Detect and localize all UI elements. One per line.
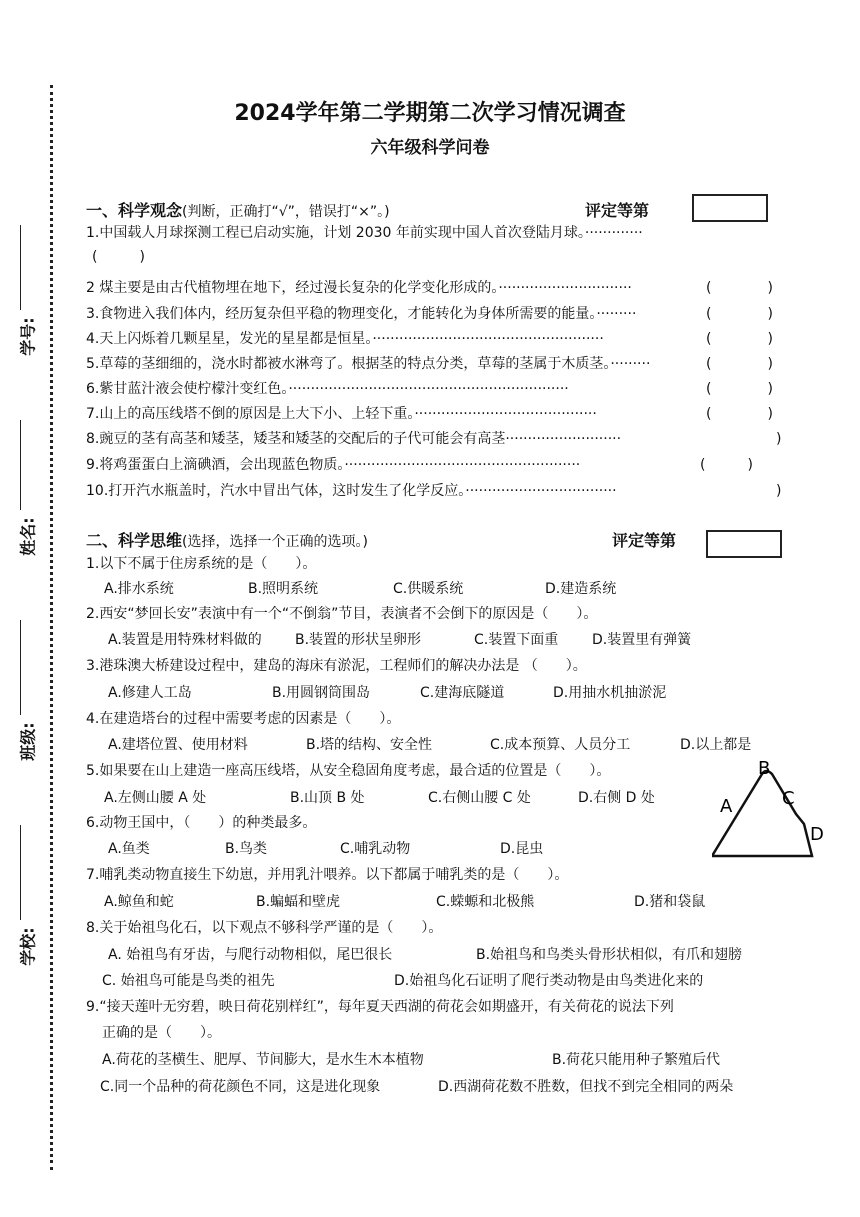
question-9-option-b[interactable]: B.荷花只能用种子繁殖后代 — [552, 1052, 721, 1068]
question-5-stem: 5.如果要在山上建造一座高压线塔，从安全稳固角度考虑，最合适的位置是（ ）。 — [86, 763, 611, 779]
question-3-option-b[interactable]: B.用圆钢筒围岛 — [272, 685, 371, 701]
section2-grade-box[interactable] — [706, 530, 782, 558]
judge-item-8: 8.豌豆的茎有高茎和矮茎，矮茎和矮茎的交配后的子代可能会有高茎·························· — [86, 431, 622, 447]
question-1-option-c[interactable]: C.供暖系统 — [393, 581, 464, 597]
question-1-option-d[interactable]: D.建造系统 — [545, 581, 617, 597]
question-6-option-a[interactable]: A.鱼类 — [108, 841, 150, 857]
section1-grade-box[interactable] — [692, 194, 768, 222]
question-7-stem: 7.哺乳类动物直接生下幼崽，并用乳汁喂养。以下都属于哺乳类的是（ ）。 — [86, 867, 569, 883]
school-label: 学校: — [18, 927, 38, 966]
question-4-option-c[interactable]: C.成本预算、人员分工 — [490, 737, 631, 753]
mountain-label-b: B — [758, 760, 771, 779]
page-title: 2024学年第二学期第二次学习情况调查 — [234, 101, 626, 126]
judge-answer-8[interactable]: ) — [706, 431, 782, 447]
judge-answer-10[interactable]: ) — [706, 483, 782, 499]
question-9-option-d[interactable]: D.西湖荷花数不胜数，但找不到完全相同的两朵 — [438, 1079, 734, 1095]
question-2-option-c[interactable]: C.装置下面重 — [474, 632, 559, 648]
question-5-option-c[interactable]: C.右侧山腰 C 处 — [428, 790, 531, 806]
question-3-option-a[interactable]: A.修建人工岛 — [108, 685, 192, 701]
judge-answer-2[interactable]: ( ) — [706, 280, 773, 296]
question-7-option-c[interactable]: C.蝾螈和北极熊 — [436, 894, 535, 910]
section1-note: (判断，正确打“√”，错误打“×”。) — [182, 204, 390, 220]
judge-item-4: 4.天上闪烁着几颗星星，发光的星星都是恒星。···················································· — [86, 331, 604, 347]
name-label: 姓名: — [18, 517, 38, 556]
question-1-stem: 1.以下不属于住房系统的是（ ）。 — [86, 556, 317, 572]
binding-dotted-line — [50, 85, 53, 1170]
question-7-option-b[interactable]: B.蝙蝠和壁虎 — [256, 894, 341, 910]
question-3-option-c[interactable]: C.建海底隧道 — [420, 685, 505, 701]
judge-answer-4[interactable]: ( ) — [706, 331, 773, 347]
mountain-label-a: A — [720, 796, 733, 817]
section1-title: 一、科学观念 — [86, 201, 183, 220]
judge-answer-5[interactable]: ( ) — [706, 356, 773, 372]
section2-grade-label: 评定等第 — [612, 531, 677, 550]
judge-answer-3[interactable]: ( ) — [706, 306, 773, 322]
question-2-option-a[interactable]: A.装置是用特殊材料做的 — [108, 632, 262, 648]
judge-item-9: 9.将鸡蛋蛋白上滴碘酒，会出现蓝色物质。····················································· — [86, 457, 581, 473]
judge-item-2: 2 煤主要是由古代植物埋在地下，经过漫长复杂的化学变化形成的。······························ — [86, 280, 632, 296]
mountain-diagram — [712, 760, 832, 860]
question-8-option-d[interactable]: D.始祖鸟化石证明了爬行类动物是由鸟类进化来的 — [394, 973, 704, 989]
question-9-option-a[interactable]: A.荷花的茎横生、肥厚、节间膨大，是水生木本植物 — [102, 1052, 424, 1068]
question-2-option-b[interactable]: B.装置的形状呈卵形 — [295, 632, 422, 648]
judge-item-1: 1.中国载人月球探测工程已启动实施，计划 2030 年前实现中国人首次登陆月球。············· — [86, 225, 643, 241]
school-blank[interactable] — [20, 825, 21, 920]
judge-answer-9[interactable]: ( ) — [700, 457, 753, 473]
question-3-option-d[interactable]: D.用抽水机抽淤泥 — [553, 685, 667, 701]
judge-item-10: 10.打开汽水瓶盖时，汽水中冒出气体，这时发生了化学反应。·································· — [86, 483, 617, 499]
question-9-stem-continued: 正确的是（ ）。 — [102, 1025, 221, 1041]
question-8-option-c[interactable]: C. 始祖鸟可能是鸟类的祖先 — [102, 973, 275, 989]
judge-item-7: 7.山上的高压线塔不倒的原因是上大下小、上轻下重。········································· — [86, 406, 597, 422]
section1-grade-label: 评定等第 — [585, 201, 650, 220]
question-2-option-d[interactable]: D.装置里有弹簧 — [592, 632, 692, 648]
question-4-option-d[interactable]: D.以上都是 — [680, 737, 752, 753]
name-blank[interactable] — [20, 420, 21, 510]
question-7-option-a[interactable]: A.鲸鱼和蛇 — [104, 894, 174, 910]
question-1-option-b[interactable]: B.照明系统 — [248, 581, 319, 597]
question-2-stem: 2.西安“梦回长安”表演中有一个“不倒翁”节目，表演者不会倒下的原因是（ ）。 — [86, 606, 598, 622]
question-6-option-c[interactable]: C.哺乳动物 — [340, 841, 411, 857]
question-3-stem: 3.港珠澳大桥建设过程中，建岛的海床有淤泥，工程师们的解决办法是 （ ）。 — [86, 658, 587, 674]
question-7-option-d[interactable]: D.猪和袋鼠 — [634, 894, 706, 910]
question-4-stem: 4.在建造塔台的过程中需要考虑的因素是（ ）。 — [86, 711, 401, 727]
class-label: 班级: — [18, 722, 38, 761]
section2-heading — [86, 528, 368, 551]
question-6-option-b[interactable]: B.鸟类 — [225, 841, 268, 857]
section2-note: (选择，选择一个正确的选项。) — [182, 534, 368, 550]
class-blank[interactable] — [20, 620, 21, 715]
question-6-stem: 6.动物王国中，（ ）的种类最多。 — [86, 815, 317, 831]
number-blank[interactable] — [20, 225, 21, 310]
section1-heading — [86, 198, 390, 221]
question-6-option-d[interactable]: D.昆虫 — [500, 841, 544, 857]
question-5-option-d[interactable]: D.右侧 D 处 — [578, 790, 655, 806]
question-4-option-b[interactable]: B.塔的结构、安全性 — [306, 737, 433, 753]
judge-answer-7[interactable]: ( ) — [706, 406, 773, 422]
question-8-option-a[interactable]: A. 始祖鸟有牙齿，与爬行动物相似，尾巴很长 — [108, 947, 393, 963]
number-label: 学号: — [18, 317, 38, 356]
question-1-option-a[interactable]: A.排水系统 — [104, 581, 174, 597]
judge-item-6: 6.紫甘蓝汁液会使柠檬汁变红色。······························································· — [86, 381, 569, 397]
question-9-stem: 9.“接天莲叶无穷碧，映日荷花别样红”，每年夏天西湖的荷花会如期盛开，有关荷花的说法下列 — [86, 999, 674, 1015]
page-subtitle: 六年级科学问卷 — [370, 138, 490, 158]
question-5-option-a[interactable]: A.左侧山腰 A 处 — [104, 790, 207, 806]
question-8-stem: 8.关于始祖鸟化石，以下观点不够科学严谨的是（ ）。 — [86, 920, 443, 936]
question-5-option-b[interactable]: B.山顶 B 处 — [290, 790, 365, 806]
question-4-option-a[interactable]: A.建塔位置、使用材料 — [108, 737, 248, 753]
judge-item-5: 5.草莓的茎细细的，浇水时都被水淋弯了。根据茎的特点分类，草莓的茎属于木质茎。········· — [86, 356, 651, 372]
question-9-option-c[interactable]: C.同一个品种的荷花颜色不同，这是进化现象 — [100, 1079, 381, 1095]
mountain-label-c: C — [782, 788, 795, 809]
judge-item-3: 3.食物进入我们体内，经历复杂但平稳的物理变化，才能转化为身体所需要的能量。········· — [86, 306, 637, 322]
judge-answer-1[interactable]: ( ) — [92, 249, 145, 265]
mountain-label-d: D — [810, 824, 824, 845]
question-8-option-b[interactable]: B.始祖鸟和鸟类头骨形状相似，有爪和翅膀 — [476, 947, 743, 963]
section2-title: 二、科学思维 — [86, 531, 183, 550]
judge-answer-6[interactable]: ( ) — [706, 381, 773, 397]
